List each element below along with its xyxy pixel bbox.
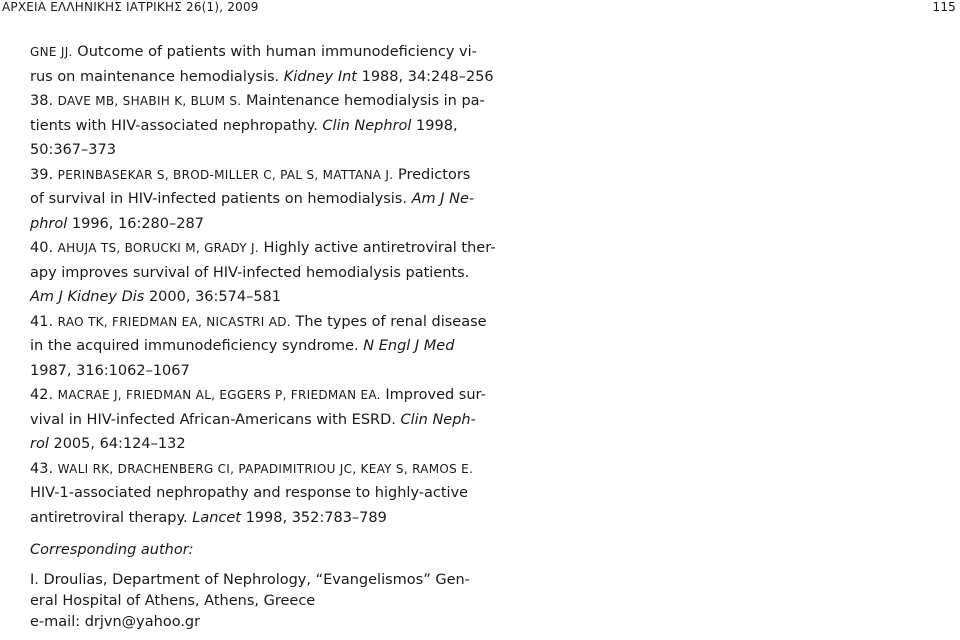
reference-text: vival in HIV-infected African-Americans with ESRD. bbox=[30, 411, 401, 428]
reference-citation: 2000, 36:574–581 bbox=[144, 289, 282, 305]
reference-citation: 1996, 16:280–287 bbox=[67, 215, 204, 232]
reference-number: 42. bbox=[30, 387, 54, 403]
reference-item bbox=[30, 163, 480, 237]
reference-text: Maintenance hemodialysis in pa- bbox=[241, 93, 485, 109]
corresponding-author-details bbox=[30, 570, 480, 633]
reference-line bbox=[30, 40, 480, 65]
page-number: 115 bbox=[932, 0, 956, 14]
journal-issue-label: ΑΡΧΕΙΑ ΕΛΛΗΝΙΚΗΣ ΙΑΤΡΙΚΗΣ 26(1), 2009 bbox=[2, 0, 259, 14]
reference-number: 43. bbox=[30, 460, 54, 477]
reference-number: 38. bbox=[30, 93, 54, 109]
reference-authors: AHUJA TS, BORUCKI M, GRADY J. bbox=[57, 241, 259, 255]
reference-list bbox=[30, 40, 496, 530]
corresponding-author-line: I. Droulias, Department of Nephrology, “Evangelismos” Gen- bbox=[30, 572, 470, 588]
reference-text: of survival in HIV-infected patients on hemodialysis. bbox=[30, 191, 412, 207]
running-header bbox=[0, 0, 960, 14]
reference-citation: 50:367–373 bbox=[30, 142, 116, 158]
reference-journal: phrol bbox=[30, 215, 68, 232]
reference-text: rus on maintenance hemodialysis. bbox=[30, 68, 284, 85]
reference-number: 40. bbox=[30, 240, 54, 256]
reference-line bbox=[30, 432, 480, 457]
reference-item bbox=[30, 310, 487, 384]
reference-journal: Am J Ne- bbox=[411, 191, 475, 207]
reference-line bbox=[30, 334, 480, 359]
reference-item bbox=[30, 383, 486, 457]
reference-journal: Kidney Int bbox=[283, 68, 357, 85]
reference-text: HIV-1-associated nephropathy and response to highly-active bbox=[30, 485, 469, 501]
reference-line bbox=[30, 236, 496, 261]
reference-line bbox=[30, 138, 480, 163]
reference-line bbox=[30, 359, 480, 384]
reference-text: 1998, bbox=[411, 117, 458, 134]
reference-number: 39. bbox=[30, 166, 54, 183]
reference-text: Highly active antiretroviral ther- bbox=[258, 240, 496, 256]
reference-line bbox=[30, 261, 480, 286]
reference-journal: Lancet bbox=[192, 509, 241, 526]
reference-line bbox=[30, 163, 480, 188]
reference-line bbox=[30, 89, 485, 114]
reference-authors: PERINBASEKAR S, BROD-MILLER C, PAL S, MATTANA J. bbox=[57, 167, 394, 182]
reference-line bbox=[30, 114, 480, 139]
reference-citation: 1988, 34:248–256 bbox=[356, 68, 494, 85]
reference-line bbox=[30, 285, 480, 310]
reference-journal: Clin Neph- bbox=[400, 411, 476, 428]
reference-authors: DAVE MB, SHABIH K, BLUM S. bbox=[57, 94, 242, 108]
reference-text: Improved sur- bbox=[380, 387, 486, 403]
reference-text: Outcome of patients with human immunodeficiency vi- bbox=[72, 44, 477, 60]
reference-line bbox=[30, 481, 480, 506]
corresponding-author-line: eral Hospital of Athens, Athens, Greece bbox=[30, 593, 316, 609]
reference-number: 41. bbox=[30, 313, 54, 330]
reference-text: in the acquired immunodeficiency syndrome. bbox=[30, 338, 364, 354]
reference-journal: Am J Kidney Dis bbox=[30, 289, 145, 305]
reference-journal: N Engl J Med bbox=[363, 338, 455, 354]
reference-authors: MACRAE J, FRIEDMAN AL, EGGERS P, FRIEDMAN EA. bbox=[57, 388, 381, 402]
reference-text: The types of renal disease bbox=[290, 313, 487, 330]
reference-text: Predictors bbox=[393, 166, 471, 183]
reference-line bbox=[30, 408, 480, 433]
reference-item bbox=[30, 236, 496, 310]
reference-line bbox=[30, 383, 486, 408]
reference-citation: 2005, 64:124–132 bbox=[48, 436, 186, 452]
reference-journal: rol bbox=[30, 436, 49, 452]
reference-text: apy improves survival of HIV-infected hemodialysis patients. bbox=[30, 264, 470, 281]
reference-item bbox=[30, 457, 480, 531]
reference-line bbox=[30, 65, 494, 90]
reference-text: antiretroviral therapy. bbox=[30, 509, 193, 526]
reference-authors: RAO TK, FRIEDMAN EA, NICASTRI AD. bbox=[57, 314, 291, 329]
reference-text: tients with HIV-associated nephropathy. bbox=[30, 117, 323, 134]
reference-item bbox=[30, 89, 485, 163]
corresponding-author-email: e-mail: drjvn@yahoo.gr bbox=[30, 614, 201, 630]
reference-line bbox=[30, 212, 480, 237]
reference-citation: 1998, 352:783–789 bbox=[240, 509, 387, 526]
reference-journal: Clin Nephrol bbox=[322, 117, 412, 134]
reference-line bbox=[30, 310, 487, 335]
reference-authors: WALI RK, DRACHENBERG CI, PAPADIMITRIOU JC, KEAY S, RAMOS E. bbox=[57, 461, 474, 476]
reference-line bbox=[30, 506, 480, 531]
reference-line bbox=[30, 187, 480, 212]
reference-line bbox=[30, 457, 480, 482]
corresponding-author-heading: Corresponding author: bbox=[30, 542, 194, 558]
reference-authors: GNE JJ. bbox=[30, 45, 73, 59]
reference-citation: 1987, 316:1062–1067 bbox=[30, 362, 190, 379]
reference-continued bbox=[30, 40, 494, 89]
